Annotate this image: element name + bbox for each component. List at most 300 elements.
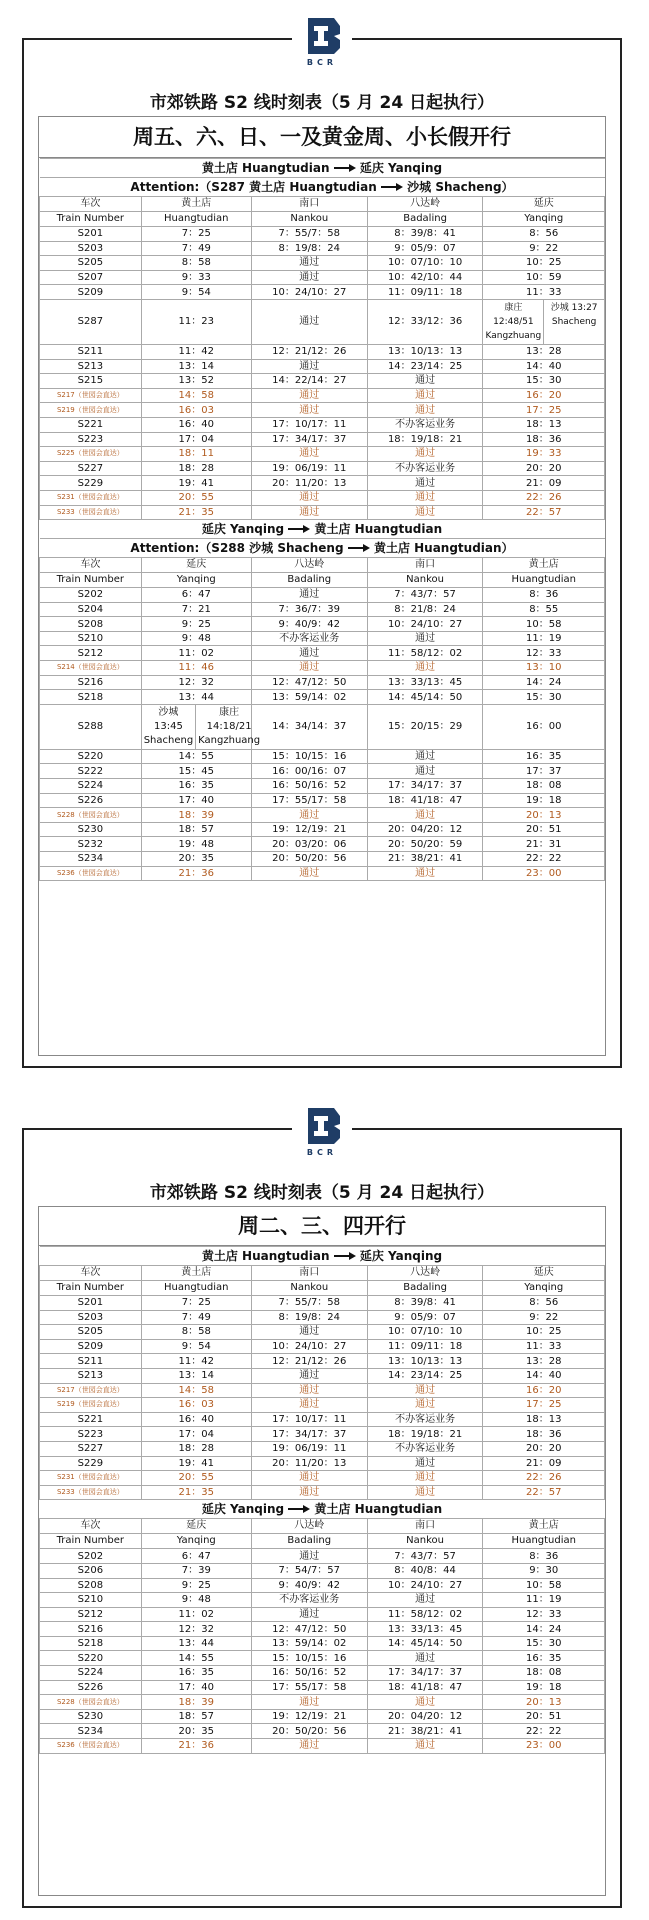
time-cell: 7：49 bbox=[141, 1310, 251, 1325]
time-cell: 通过 bbox=[367, 764, 483, 779]
time-cell: 20：51 bbox=[483, 1709, 605, 1724]
time-cell: 通过 bbox=[251, 1368, 367, 1383]
time-cell: 7：55/7：58 bbox=[251, 227, 367, 242]
time-cell: 20：55 bbox=[141, 1471, 251, 1486]
time-cell: 14：23/14：25 bbox=[367, 1368, 483, 1383]
timetable-table bbox=[39, 158, 605, 881]
column-header-en: Badaling bbox=[367, 1281, 483, 1296]
time-cell: 19：41 bbox=[141, 476, 251, 491]
time-cell: 22：26 bbox=[483, 1471, 605, 1486]
train-number: S205 bbox=[40, 256, 142, 271]
stop-note: 沙城 13:27 Shacheng bbox=[550, 302, 598, 327]
direction-to: 黄土店 Huangtudian bbox=[314, 1501, 443, 1516]
table-row bbox=[40, 1709, 605, 1724]
time-cell: 19：41 bbox=[141, 1456, 251, 1471]
time-cell: 7：21 bbox=[141, 602, 251, 617]
train-number: S219（世园会直达） bbox=[40, 1398, 142, 1413]
time-cell: 18：41/18：47 bbox=[367, 1680, 483, 1695]
time-cell: 11：33 bbox=[483, 1339, 605, 1354]
column-header: 南口 bbox=[367, 1519, 483, 1534]
time-cell: 20：13 bbox=[483, 1695, 605, 1710]
column-header: 黄土店 bbox=[483, 558, 605, 573]
logo-text: BCR bbox=[306, 58, 338, 67]
time-cell: 14：24 bbox=[483, 675, 605, 690]
time-cell: 17：37 bbox=[483, 764, 605, 779]
column-header-en: Train Number bbox=[40, 1534, 142, 1549]
time-cell: 18：39 bbox=[141, 808, 251, 823]
train-number: S210 bbox=[40, 1593, 142, 1608]
time-cell: 15：45 bbox=[141, 764, 251, 779]
time-cell: 21：38/21：41 bbox=[367, 1724, 483, 1739]
time-cell: 21：09 bbox=[483, 1456, 605, 1471]
time-cell: 16：00/16：07 bbox=[251, 764, 367, 779]
time-cell: 17：25 bbox=[483, 1398, 605, 1413]
train-number: S212 bbox=[40, 1607, 142, 1622]
time-cell: 13：14 bbox=[141, 1368, 251, 1383]
time-cell: 7：39 bbox=[141, 1563, 251, 1578]
column-header: 车次 bbox=[40, 1266, 142, 1281]
time-cell: 20：03/20：06 bbox=[251, 837, 367, 852]
time-cell: 8：40/8：44 bbox=[367, 1563, 483, 1578]
time-cell: 16：00 bbox=[483, 704, 605, 749]
time-cell: 13：44 bbox=[141, 1636, 251, 1651]
column-header: 八达岭 bbox=[251, 1519, 367, 1534]
table-row bbox=[40, 1666, 605, 1681]
time-cell: 22：57 bbox=[483, 1485, 605, 1500]
table-row bbox=[40, 241, 605, 256]
time-cell: 18：36 bbox=[483, 1427, 605, 1442]
table-row bbox=[40, 1485, 605, 1500]
time-cell: 16：35 bbox=[483, 749, 605, 764]
time-cell: 17：34/17：37 bbox=[367, 779, 483, 794]
direction-from: 黄土店 Huangtudian bbox=[201, 1248, 330, 1263]
time-cell: 11：19 bbox=[483, 631, 605, 646]
column-header: 南口 bbox=[251, 1266, 367, 1281]
time-cell: 通过 bbox=[251, 1398, 367, 1413]
time-cell: 18：13 bbox=[483, 1412, 605, 1427]
time-cell: 20：13 bbox=[483, 808, 605, 823]
table-row bbox=[40, 505, 605, 520]
column-header-en: Nankou bbox=[367, 573, 483, 588]
column-header-en: Huangtudian bbox=[483, 1534, 605, 1549]
table-row bbox=[40, 837, 605, 852]
time-cell: 9：30 bbox=[483, 1563, 605, 1578]
time-cell: 通过 bbox=[367, 1593, 483, 1608]
timetable-card-weekend bbox=[22, 38, 622, 1068]
train-number: S229 bbox=[40, 1456, 142, 1471]
time-cell: 通过 bbox=[251, 447, 367, 462]
time-cell: 11：23 bbox=[141, 299, 251, 344]
time-cell: 16：40 bbox=[141, 417, 251, 432]
time-cell: 21：36 bbox=[141, 866, 251, 881]
page-title: 市郊铁路 S2 线时刻表（5 月 24 日起执行） bbox=[149, 1183, 495, 1203]
time-cell: 14：58 bbox=[141, 388, 251, 403]
time-cell: 14：58 bbox=[141, 1383, 251, 1398]
table-row bbox=[40, 1398, 605, 1413]
time-cell: 20：04/20：12 bbox=[367, 822, 483, 837]
time-cell: 19：06/19：11 bbox=[251, 461, 367, 476]
column-header-en: Yanqing bbox=[483, 1281, 605, 1296]
table-row bbox=[40, 476, 605, 491]
time-cell: 9：40/9：42 bbox=[251, 617, 367, 632]
time-cell: 通过 bbox=[251, 1607, 367, 1622]
arrow-right-icon bbox=[381, 183, 403, 191]
time-cell: 不办客运业务 bbox=[367, 1412, 483, 1427]
time-cell: 12：47/12：50 bbox=[251, 1622, 367, 1637]
time-cell: 通过 bbox=[367, 490, 483, 505]
time-cell: 通过 bbox=[251, 1485, 367, 1500]
time-cell: 16：35 bbox=[483, 1651, 605, 1666]
stop-note: 康庄 14:18/21 Kangzhuang bbox=[198, 706, 261, 746]
train-number: S210 bbox=[40, 631, 142, 646]
direction-from: 延庆 Yanqing bbox=[201, 1501, 285, 1516]
time-cell: 17：34/17：37 bbox=[251, 432, 367, 447]
time-cell: 10：24/10：27 bbox=[367, 617, 483, 632]
arrow-right-icon bbox=[348, 544, 370, 552]
time-cell: 通过 bbox=[251, 299, 367, 344]
time-cell: 13：10 bbox=[483, 661, 605, 676]
timetable-frame bbox=[38, 116, 606, 1056]
column-header: 八达岭 bbox=[251, 558, 367, 573]
time-cell: 18：57 bbox=[141, 822, 251, 837]
time-cell: 21：35 bbox=[141, 505, 251, 520]
direction-from: 黄土店 Huangtudian bbox=[201, 160, 330, 175]
table-row bbox=[40, 1427, 605, 1442]
train-number: S214（世园会直达） bbox=[40, 661, 142, 676]
time-cell: 16：03 bbox=[141, 1398, 251, 1413]
time-cell: 9：48 bbox=[141, 631, 251, 646]
table-row bbox=[40, 1563, 605, 1578]
table-row bbox=[40, 1354, 605, 1369]
header-row-en bbox=[40, 573, 605, 588]
time-cell: 16：50/16：52 bbox=[251, 779, 367, 794]
time-cell: 7：25 bbox=[141, 1296, 251, 1311]
time-cell: 通过 bbox=[251, 270, 367, 285]
arrow-right-icon bbox=[334, 1252, 356, 1260]
direction-to: 延庆 Yanqing bbox=[359, 160, 443, 175]
table-row bbox=[40, 631, 605, 646]
train-number: S221 bbox=[40, 1412, 142, 1427]
time-cell: 通过 bbox=[251, 808, 367, 823]
train-number: S231（世园会直达） bbox=[40, 1471, 142, 1486]
train-number: S216 bbox=[40, 1622, 142, 1637]
time-cell: 10：25 bbox=[483, 1325, 605, 1340]
train-number: S228（世园会直达） bbox=[40, 808, 142, 823]
time-cell: 通过 bbox=[367, 447, 483, 462]
stop-note: 沙城 13:45 Shacheng bbox=[142, 705, 196, 749]
table-row bbox=[40, 490, 605, 505]
time-cell: 14：24 bbox=[483, 1622, 605, 1637]
time-cell: 16：40 bbox=[141, 1412, 251, 1427]
time-cell: 通过 bbox=[251, 1325, 367, 1340]
train-number: S209 bbox=[40, 285, 142, 300]
time-cell: 不办客运业务 bbox=[367, 1441, 483, 1456]
time-cell: 14：45/14：50 bbox=[367, 1636, 483, 1651]
time-cell: 15：30 bbox=[483, 374, 605, 389]
time-cell: 18：11 bbox=[141, 447, 251, 462]
time-cell: 11：33 bbox=[483, 285, 605, 300]
time-cell: 19：18 bbox=[483, 1680, 605, 1695]
table-row bbox=[40, 704, 605, 749]
header-row-en bbox=[40, 212, 605, 227]
column-header-en: Train Number bbox=[40, 573, 142, 588]
time-cell: 9：33 bbox=[141, 270, 251, 285]
time-cell: 10：58 bbox=[483, 617, 605, 632]
table-row bbox=[40, 1651, 605, 1666]
table-row bbox=[40, 285, 605, 300]
time-cell: 19：48 bbox=[141, 837, 251, 852]
column-header-en: Huangtudian bbox=[141, 1281, 251, 1296]
table-row bbox=[40, 432, 605, 447]
column-header: 延庆 bbox=[483, 1266, 605, 1281]
time-cell: 11：46 bbox=[141, 661, 251, 676]
time-cell: 11：42 bbox=[141, 344, 251, 359]
time-cell: 18：36 bbox=[483, 432, 605, 447]
column-header: 南口 bbox=[367, 558, 483, 573]
table-row bbox=[40, 1441, 605, 1456]
column-header: 黄土店 bbox=[483, 1519, 605, 1534]
column-header-en: Nankou bbox=[251, 1281, 367, 1296]
attention-suffix: 沙城 Shacheng） bbox=[407, 179, 514, 194]
table-row bbox=[40, 359, 605, 374]
time-cell: 18：13 bbox=[483, 417, 605, 432]
train-number: S201 bbox=[40, 227, 142, 242]
time-cell: 通过 bbox=[367, 1383, 483, 1398]
column-header-en: Huangtudian bbox=[483, 573, 605, 588]
time-cell: 通过 bbox=[251, 388, 367, 403]
time-cell: 20：35 bbox=[141, 852, 251, 867]
train-number: S202 bbox=[40, 588, 142, 603]
table-row bbox=[40, 227, 605, 242]
time-cell: 8：19/8：24 bbox=[251, 1310, 367, 1325]
column-header: 南口 bbox=[251, 197, 367, 212]
time-cell: 13：59/14：02 bbox=[251, 690, 367, 705]
time-cell: 通过 bbox=[367, 1485, 483, 1500]
train-number: S213 bbox=[40, 1368, 142, 1383]
timetable-table bbox=[39, 1246, 605, 1754]
time-cell: 11：58/12：02 bbox=[367, 646, 483, 661]
direction-from: 延庆 Yanqing bbox=[201, 521, 285, 536]
time-cell: 9：40/9：42 bbox=[251, 1578, 367, 1593]
time-cell: 16：50/16：52 bbox=[251, 1666, 367, 1681]
train-number: S234 bbox=[40, 1724, 142, 1739]
time-cell: 12：33 bbox=[483, 646, 605, 661]
time-cell: 8：39/8：41 bbox=[367, 227, 483, 242]
time-cell: 20：51 bbox=[483, 822, 605, 837]
direction-to: 延庆 Yanqing bbox=[359, 1248, 443, 1263]
time-cell: 14：34/14：37 bbox=[251, 704, 367, 749]
time-cell: 16：20 bbox=[483, 388, 605, 403]
column-header: 延庆 bbox=[141, 1519, 251, 1534]
table-row bbox=[40, 1339, 605, 1354]
time-cell: 18：39 bbox=[141, 1695, 251, 1710]
table-row bbox=[40, 403, 605, 418]
column-header: 车次 bbox=[40, 197, 142, 212]
time-cell: 13：59/14：02 bbox=[251, 1636, 367, 1651]
time-cell: 16：35 bbox=[141, 1666, 251, 1681]
table-row bbox=[40, 417, 605, 432]
time-cell: 17：40 bbox=[141, 1680, 251, 1695]
page-title: 市郊铁路 S2 线时刻表（5 月 24 日起执行） bbox=[149, 93, 495, 113]
time-cell: 19：12/19：21 bbox=[251, 822, 367, 837]
time-cell: 19：33 bbox=[483, 447, 605, 462]
time-cell: 20：50/20：56 bbox=[251, 852, 367, 867]
time-cell: 10：58 bbox=[483, 1578, 605, 1593]
train-number: S207 bbox=[40, 270, 142, 285]
train-number: S218 bbox=[40, 1636, 142, 1651]
time-cell: 16：35 bbox=[141, 779, 251, 794]
time-cell: 11：02 bbox=[141, 1607, 251, 1622]
time-cell: 10：07/10：10 bbox=[367, 256, 483, 271]
time-cell: 8：36 bbox=[483, 588, 605, 603]
table-row bbox=[40, 822, 605, 837]
time-cell: 14：55 bbox=[141, 749, 251, 764]
arrow-right-icon bbox=[334, 164, 356, 172]
time-cell: 不办客运业务 bbox=[367, 417, 483, 432]
train-number: S229 bbox=[40, 476, 142, 491]
time-cell: 14：23/14：25 bbox=[367, 359, 483, 374]
train-number: S226 bbox=[40, 793, 142, 808]
table-row bbox=[40, 588, 605, 603]
time-cell: 通过 bbox=[367, 1739, 483, 1754]
time-cell: 10：24/10：27 bbox=[367, 1578, 483, 1593]
time-cell: 22：26 bbox=[483, 490, 605, 505]
time-cell: 通过 bbox=[367, 631, 483, 646]
time-cell: 6：47 bbox=[141, 588, 251, 603]
column-header: 八达岭 bbox=[367, 197, 483, 212]
train-number: S209 bbox=[40, 1339, 142, 1354]
time-cell: 9：22 bbox=[483, 1310, 605, 1325]
train-number: S206 bbox=[40, 1563, 142, 1578]
time-cell: 11：19 bbox=[483, 1593, 605, 1608]
time-cell: 14：40 bbox=[483, 359, 605, 374]
time-cell: 20：20 bbox=[483, 1441, 605, 1456]
time-cell: 通过 bbox=[251, 403, 367, 418]
time-cell: 10：25 bbox=[483, 256, 605, 271]
train-number: S287 bbox=[40, 299, 142, 344]
train-number: S204 bbox=[40, 602, 142, 617]
bcr-logo bbox=[292, 14, 352, 67]
train-number: S224 bbox=[40, 779, 142, 794]
time-cell: 20：11/20：13 bbox=[251, 476, 367, 491]
time-cell: 13：10/13：13 bbox=[367, 344, 483, 359]
time-cell: 10：24/10：27 bbox=[251, 285, 367, 300]
train-number: S227 bbox=[40, 461, 142, 476]
split-stops-cell bbox=[141, 704, 261, 749]
time-cell: 7：25 bbox=[141, 227, 251, 242]
time-cell: 12：47/12：50 bbox=[251, 675, 367, 690]
header-row-cn bbox=[40, 558, 605, 573]
train-number: S220 bbox=[40, 1651, 142, 1666]
time-cell: 7：43/7：57 bbox=[367, 1549, 483, 1564]
table-row bbox=[40, 447, 605, 462]
time-cell: 通过 bbox=[251, 359, 367, 374]
train-number: S218 bbox=[40, 690, 142, 705]
table-row bbox=[40, 617, 605, 632]
time-cell: 通过 bbox=[251, 1383, 367, 1398]
time-cell: 21：36 bbox=[141, 1739, 251, 1754]
time-cell: 21：35 bbox=[141, 1485, 251, 1500]
time-cell: 通过 bbox=[251, 1739, 367, 1754]
train-number: S203 bbox=[40, 1310, 142, 1325]
table-row bbox=[40, 675, 605, 690]
time-cell: 10：07/10：10 bbox=[367, 1325, 483, 1340]
train-number: S223 bbox=[40, 432, 142, 447]
train-number: S226 bbox=[40, 1680, 142, 1695]
table-row bbox=[40, 1739, 605, 1754]
time-cell: 8：21/8：24 bbox=[367, 602, 483, 617]
column-header: 车次 bbox=[40, 1519, 142, 1534]
time-cell: 11：09/11：18 bbox=[367, 285, 483, 300]
train-number: S212 bbox=[40, 646, 142, 661]
column-header-en: Train Number bbox=[40, 1281, 142, 1296]
time-cell: 20：04/20：12 bbox=[367, 1709, 483, 1724]
header-row-cn bbox=[40, 197, 605, 212]
time-cell: 17：40 bbox=[141, 793, 251, 808]
time-cell: 23：00 bbox=[483, 866, 605, 881]
time-cell: 9：05/9：07 bbox=[367, 1310, 483, 1325]
time-cell: 18：57 bbox=[141, 1709, 251, 1724]
time-cell: 13：33/13：45 bbox=[367, 675, 483, 690]
direction-heading bbox=[40, 159, 605, 178]
table-row bbox=[40, 344, 605, 359]
time-cell: 9：54 bbox=[141, 285, 251, 300]
column-header-en: Yanqing bbox=[141, 573, 251, 588]
time-cell: 7：43/7：57 bbox=[367, 588, 483, 603]
time-cell: 16：20 bbox=[483, 1383, 605, 1398]
time-cell: 14：40 bbox=[483, 1368, 605, 1383]
time-cell: 8：58 bbox=[141, 256, 251, 271]
time-cell: 通过 bbox=[367, 661, 483, 676]
timetable-card-weekday bbox=[22, 1128, 622, 1908]
column-header: 车次 bbox=[40, 558, 142, 573]
table-row bbox=[40, 646, 605, 661]
time-cell: 9：25 bbox=[141, 1578, 251, 1593]
time-cell: 8：19/8：24 bbox=[251, 241, 367, 256]
time-cell: 14：55 bbox=[141, 1651, 251, 1666]
time-cell: 通过 bbox=[367, 1398, 483, 1413]
direction-to: 黄土店 Huangtudian bbox=[314, 521, 443, 536]
header-row-en bbox=[40, 1281, 605, 1296]
time-cell: 11：58/12：02 bbox=[367, 1607, 483, 1622]
table-row bbox=[40, 256, 605, 271]
time-cell: 17：55/17：58 bbox=[251, 1680, 367, 1695]
train-number: S233（世园会直达） bbox=[40, 505, 142, 520]
time-cell: 18：19/18：21 bbox=[367, 432, 483, 447]
column-header-en: Nankou bbox=[367, 1534, 483, 1549]
train-number: S203 bbox=[40, 241, 142, 256]
time-cell: 8：56 bbox=[483, 227, 605, 242]
time-cell: 18：08 bbox=[483, 1666, 605, 1681]
table-row bbox=[40, 1368, 605, 1383]
time-cell: 16：03 bbox=[141, 403, 251, 418]
train-number: S208 bbox=[40, 617, 142, 632]
time-cell: 20：55 bbox=[141, 490, 251, 505]
column-header-en: Badaling bbox=[251, 1534, 367, 1549]
train-number: S224 bbox=[40, 1666, 142, 1681]
column-header-en: Train Number bbox=[40, 212, 142, 227]
time-cell: 11：42 bbox=[141, 1354, 251, 1369]
table-row bbox=[40, 808, 605, 823]
train-number: S223 bbox=[40, 1427, 142, 1442]
table-row bbox=[40, 661, 605, 676]
time-cell: 通过 bbox=[367, 1695, 483, 1710]
time-cell: 15：10/15：16 bbox=[251, 1651, 367, 1666]
time-cell: 12：32 bbox=[141, 675, 251, 690]
train-number: S202 bbox=[40, 1549, 142, 1564]
time-cell: 不办客运业务 bbox=[367, 461, 483, 476]
time-cell: 23：00 bbox=[483, 1739, 605, 1754]
